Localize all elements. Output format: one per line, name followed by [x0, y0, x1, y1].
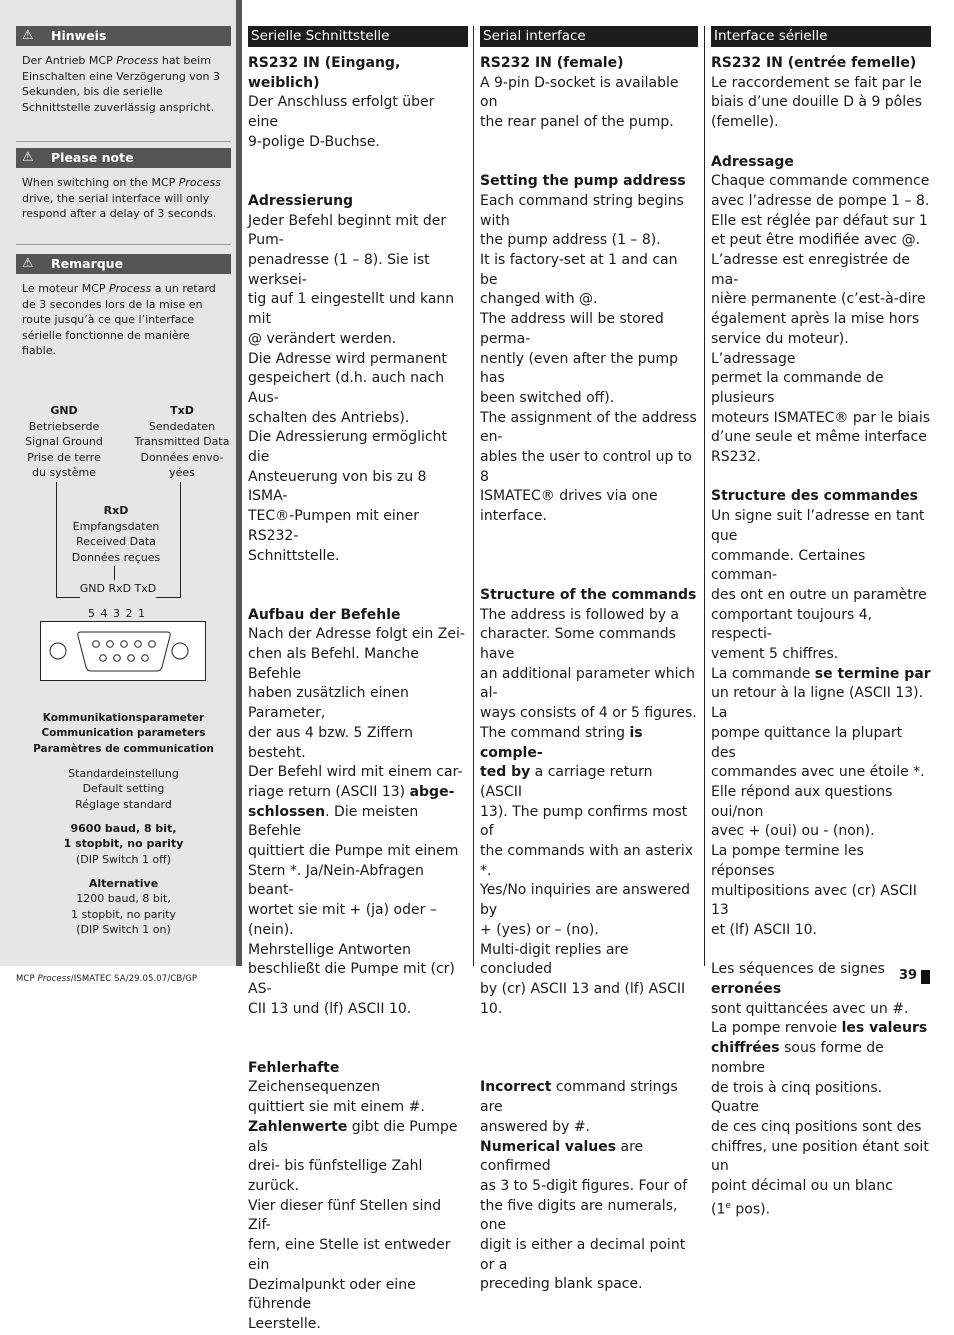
section-lines: [711, 684, 931, 940]
text-line: Each command string begins with: [480, 192, 684, 229]
pin-label-txd: TxD Sendedaten Transmitted Data Données envo- yées: [134, 404, 230, 480]
text-line: de trois à cinq positions. Quatre: [711, 1079, 883, 1116]
text-line: fern, eine Stelle ist entweder ein: [248, 1237, 451, 1273]
text-line: permet la commande de plusieurs: [711, 370, 884, 406]
section-title: Setting the pump address: [480, 173, 686, 190]
text-line: Elle est réglée par défaut sur 1: [711, 212, 928, 229]
note-heading: [16, 254, 231, 274]
text-line: an additional parameter which al-: [480, 665, 696, 702]
section-lines: [480, 803, 698, 1020]
text-line: avec + (oui) ou - (non).: [711, 823, 875, 840]
section-title: Adressierung: [248, 192, 354, 209]
text-line: également après la mise hors: [711, 311, 920, 328]
note-title: Hinweis: [51, 28, 107, 43]
text-line: wortet sie mit + (ja) oder – (nein).: [248, 902, 437, 938]
text-line: moteurs ISMATEC® par le biais: [711, 409, 931, 426]
text-line: L’adresse est enregistrée de ma-: [711, 252, 911, 288]
note-title: Remarque: [51, 256, 124, 271]
text-line: The assignment of the address en-: [480, 409, 697, 446]
pin-label-gnd: GND Betriebserde Signal Ground Prise de terre du système: [25, 404, 103, 480]
column-divider: [704, 26, 705, 966]
text-line: TEC®-Pumpen mit einer RS232-: [248, 508, 419, 544]
section-lines: [248, 842, 468, 1019]
text-line: (femelle).: [711, 114, 779, 131]
text-line: RS232.: [711, 449, 761, 466]
text-line: commande. Certaines comman-: [711, 547, 866, 584]
default-setting-label: Standardeinstellung Default setting Réglage standard: [68, 767, 179, 811]
text-line: Multi-digit replies are concluded: [480, 941, 629, 978]
text-line: ways consists of 4 or 5 figures.: [480, 705, 697, 722]
text-line: changed with @.: [480, 291, 598, 308]
text-line: chiffres, une position étant soit un: [711, 1138, 929, 1175]
text-line: nière permanente (c’est-à-dire: [711, 291, 926, 308]
text-line: + (yes) or – (no).: [480, 921, 599, 938]
text-line: The address will be stored perma-: [480, 311, 664, 347]
text-line: It is factory-set at 1 and can be: [480, 252, 678, 288]
text-line: Die Adresse wird permanent: [248, 350, 447, 367]
text-line: The address is followed by a: [480, 606, 680, 623]
text-line: the five digits are numerals, one: [480, 1197, 678, 1234]
text-line: d’une seule et même interface: [711, 429, 927, 446]
text-line: commandes avec une étoile *.: [711, 764, 925, 781]
comm-params-title: Kommunikationsparameter Communication parameters Paramètres de communication: [33, 712, 214, 755]
text-line: chen als Befehl. Manche Befehle: [248, 646, 419, 682]
text-line: point décimal ou un blanc: [711, 1178, 893, 1195]
text-line: by (cr) ASCII 13 and (lf) ASCII 10.: [480, 980, 686, 1017]
section-lines: [248, 625, 468, 783]
text-line: nently (even after the pump has: [480, 350, 679, 387]
text-line: digit is either a decimal point or a: [480, 1237, 686, 1273]
column-body: RS232 IN (female) A 9-pin D-socket is available on the rear panel of the pump. Setting the pump address Each command string begins with the pump address (1 – 8). It is factory-set at 1 and can be changed with @. The address will be stored perma- nently (even after the pump has been switched off). The assignment of the address en- ables the user to control up to 8 ISMATEC® drives via one interface. Structure of the commands The address is followed by a character. Some commands have an additional parameter which al- ways consists of 4 or 5 figures. The command string is comple- ted by a carriage return (ASCII 13). The pump confirms most of the commands with an asterix *. Yes/No inquiries are answered by + (yes) or – (no). Multi-digit replies are concluded by (cr) ASCII 13 and (lf) ASCII 10. Incorrect command strings are answered by #. Numerical values are confirmed as 3 to 5-digit figures. Four of the five digits are numerals, one digit is either a decimal point or a preceding blank space.: [480, 54, 698, 1295]
text-line: haben zusätzlich einen Parameter,: [248, 685, 409, 722]
warning-icon: ⚠: [22, 150, 34, 165]
text-line: quittiert die Pumpe mit einem: [248, 843, 459, 860]
text-line: Leerstelle.: [248, 1315, 321, 1332]
column-german: [248, 26, 468, 1335]
column-heading: Serielle Schnittstelle: [248, 26, 468, 47]
section-lines: [480, 1177, 698, 1295]
text-line: Stern *. Ja/Nein-Abfragen beant-: [248, 862, 424, 899]
txd-wire-foot: [156, 597, 181, 598]
text-line: der aus 4 bzw. 5 Ziffern besteht.: [248, 724, 414, 761]
text-line: un retour à la ligne (ASCII 13). La: [711, 685, 924, 722]
section-title: RS232 IN (female): [480, 55, 624, 71]
note-heading: [16, 148, 231, 168]
note-divider: [16, 141, 231, 142]
d-sub-connector-icon: [41, 622, 207, 682]
section-lines: [248, 1157, 468, 1334]
warning-icon: ⚠: [22, 28, 34, 43]
section-lines: [480, 192, 698, 527]
gnd-wire: [56, 482, 57, 597]
section-title: RS232 IN (Eingang, weiblich): [248, 55, 401, 91]
column-body: RS232 IN (entrée femelle) Le raccordement se fait par le biais d’une douille D à 9 pôles (femelle). Adressage Chaque commande commence avec l’adresse de pompe 1 – 8. Elle est réglée par défaut sur 1 et peut être modifiée avec @. L’adresse est enregistrée de ma- nière permanente (c’est-à-dire également après la mise hors service du moteur). L’adressage permet la commande de plusieurs moteurs ISMATEC® par le biais d’une seule et même interface RS232. Structure des commandes Un signe suit l’adresse en tant que commande. Certaines comman- des ont en outre un paramètre comportant toujours 4, respecti- vement 5 chiffres. La commande se termine par un retour à la ligne (ASCII 13). La pompe quittance la plupart des commandes avec une étoile *. Elle répond aux questions oui/non avec + (oui) ou - (non). La pompe termine les réponses multipositions avec (cr) ASCII 13 et (lf) ASCII 10. Les séquences de signes erronées sont quittancées avec un #. La pompe renvoie les valeurs chiffrées sous forme de nombre de trois à cinq positions. Quatre de ces cinq positions sont des chiffres, une position étant soit un point décimal ou un blanc (1e pos).: [711, 55, 931, 1218]
text-line: character. Some commands have: [480, 626, 676, 663]
text-line: Elle répond aux questions oui/non: [711, 783, 893, 820]
text-line: La pompe termine les réponses: [711, 843, 864, 879]
text-line: Un signe suit l’adresse en tant que: [711, 508, 925, 544]
text-line: pompe quittance la plupart des: [711, 724, 903, 761]
text-line: been switched off).: [480, 389, 615, 406]
text-line: des ont en outre un paramètre: [711, 586, 927, 603]
txd-wire: [180, 482, 181, 597]
text-line: @ verändert werden.: [248, 330, 397, 347]
text-line: comportant toujours 4, respecti-: [711, 606, 873, 643]
pin-row-labels: GND RxD TxD: [79, 582, 157, 595]
text-line: Jeder Befehl beginnt mit der Pum-: [248, 212, 447, 249]
column-divider: [473, 26, 474, 966]
section-title: Adressage: [711, 153, 794, 170]
text-line: the commands with an asterix *.: [480, 843, 694, 879]
note-heading: [16, 26, 231, 46]
pin-numbers: 5 4 3 2 1: [88, 607, 146, 620]
section-title: Structure des commandes: [711, 488, 918, 505]
page-marker: [921, 970, 930, 984]
text-line: penadresse (1 – 8). Sie ist werksei-: [248, 252, 430, 288]
text-line: vement 5 chiffres.: [711, 646, 839, 663]
default-setting-value: 9600 baud, 8 bit, 1 stopbit, no parity (DIP Switch 1 off): [63, 822, 184, 866]
text-line: Yes/No inquiries are answered by: [480, 882, 691, 919]
column-heading: Serial interface: [480, 26, 698, 47]
text-line: service du moteur). L’adressage: [711, 330, 849, 367]
page-number: 39: [899, 968, 918, 983]
text-line: Ansteuerung von bis zu 8 ISMA-: [248, 468, 427, 505]
text-line: de ces cinq positions sont des: [711, 1118, 922, 1135]
text-line: the pump address (1 – 8).: [480, 232, 661, 249]
note-text: Le moteur MCP Process a un retard de 3 secondes lors de la mise en route jusqu’à ce que l’interface sérielle fonctionne de manière fiable.: [22, 282, 216, 358]
text-line: ables the user to control up to 8: [480, 449, 692, 485]
d-sub-connector: [40, 621, 206, 681]
text-line: Vier dieser fünf Stellen sind Zif-: [248, 1197, 442, 1234]
text-line: CII 13 und (lf) ASCII 10.: [248, 1000, 412, 1017]
section-lines: [480, 606, 698, 724]
text-line: Dezimalpunkt oder eine führende: [248, 1276, 416, 1313]
text-line: schalten des Antriebs).: [248, 409, 410, 426]
note-text: Der Antrieb MCP Process hat beim Einschalten eine Verzögerung von 3 Sekunden, bis die serielle Schnittstelle zuverlässig anspricht.: [22, 54, 220, 114]
text-line: et (lf) ASCII 10.: [711, 921, 817, 938]
rxd-wire: [114, 566, 115, 580]
pin-label-rxd: RxD Empfangsdaten Received Data Données reçues: [71, 504, 161, 564]
text-line: ISMATEC® drives via one interface.: [480, 488, 658, 525]
text-line: preceding blank space.: [480, 1276, 643, 1293]
alternative-setting: Alternative 1200 baud, 8 bit, 1 stopbit, no parity (DIP Switch 1 on): [71, 877, 176, 937]
gnd-wire-foot: [56, 597, 80, 598]
column-english: [480, 26, 698, 1295]
section-title: Aufbau der Befehle: [248, 606, 401, 623]
text-line: et peut être modifiée avec @.: [711, 232, 921, 249]
section-title: RS232 IN (entrée femelle): [711, 55, 917, 71]
section-lines: [711, 172, 931, 468]
text-line: 13). The pump confirms most of: [480, 803, 688, 840]
footer-document-id: MCP Process/ISMATEC SA/29.05.07/CB/GP: [16, 974, 198, 984]
note-please-note: [16, 148, 231, 222]
section-lines: [711, 1079, 931, 1197]
sidebar-divider: [236, 0, 242, 966]
section-lines: [711, 74, 931, 133]
text-line: biais d’une douille D à 9 pôles: [711, 94, 923, 111]
text-line: Mehrstellige Antworten: [248, 941, 412, 958]
section-lines: [711, 507, 931, 665]
text-line: multipositions avec (cr) ASCII 13: [711, 882, 917, 919]
text-line: tig auf 1 eingestellt und kann mit: [248, 291, 455, 328]
column-heading: Interface sérielle: [711, 26, 931, 47]
column-body: RS232 IN (Eingang, weiblich) Der Anschluss erfolgt über eine 9-polige D-Buchse. Adressierung Jeder Befehl beginnt mit der Pum- penadresse (1 – 8). Sie ist werksei- tig auf 1 eingestellt und kann mit @ verändert werden. Die Adresse wird permanent gespeichert (d.h. auch nach Aus- schalten des Antriebs). Die Adressierung ermöglicht die Ansteuerung von bis zu 8 ISMA- TEC®-Pumpen mit einer RS232- Schnittstelle. Aufbau der Befehle Nach der Adresse folgt ein Zei- chen als Befehl. Manche Befehle haben zusätzlich einen Parameter, der aus 4 bzw. 5 Ziffern besteht. Der Befehl wird mit einem car- riage return (ASCII 13) abge- schlossen. Die meisten Befehle quittiert die Pumpe mit einem Stern *. Ja/Nein-Abfragen beant- wortet sie mit + (ja) oder – (nein). Mehrstellige Antworten beschließt die Pumpe mit (cr) AS- CII 13 und (lf) ASCII 10. Fehlerhafte Zeichensequenzen quittiert sie mit einem #. Zahlenwerte gibt die Pumpe als drei- bis fünfstellige Zahl zurück. Vier dieser fünf Stellen sind Zif- fern, eine Stelle ist entweder ein Dezimalpunkt oder eine führende Leerstelle.: [248, 54, 468, 1335]
text-line: beschließt die Pumpe mit (cr) AS-: [248, 961, 455, 997]
text-line: Le raccordement se fait par le: [711, 74, 922, 91]
text-line: Die Adressierung ermöglicht die: [248, 429, 447, 466]
note-title: Please note: [51, 150, 134, 165]
text-line: Chaque commande commence: [711, 173, 930, 190]
text-line: avec l’adresse de pompe 1 – 8.: [711, 192, 930, 209]
note-divider: [16, 244, 231, 245]
note-text: When switching on the MCP Process drive, the serial interface will only respond after a delay of 3 seconds.: [22, 176, 221, 221]
text-line: as 3 to 5-digit figures. Four of: [480, 1177, 688, 1194]
column-french: [711, 26, 931, 1220]
warning-icon: ⚠: [22, 256, 34, 271]
section-lines: [248, 212, 468, 567]
section-title: Structure of the commands: [480, 586, 697, 603]
text-line: Schnittstelle.: [248, 547, 340, 564]
text-line: Der Befehl wird mit einem car-: [248, 764, 463, 781]
note-remarque: [16, 254, 231, 359]
text-line: Nach der Adresse folgt ein Zei-: [248, 626, 465, 643]
text-line: gespeichert (d.h. auch nach Aus-: [248, 370, 445, 406]
text-line: drei- bis fünfstellige Zahl zurück.: [248, 1158, 423, 1194]
note-hinweis: [16, 26, 231, 115]
